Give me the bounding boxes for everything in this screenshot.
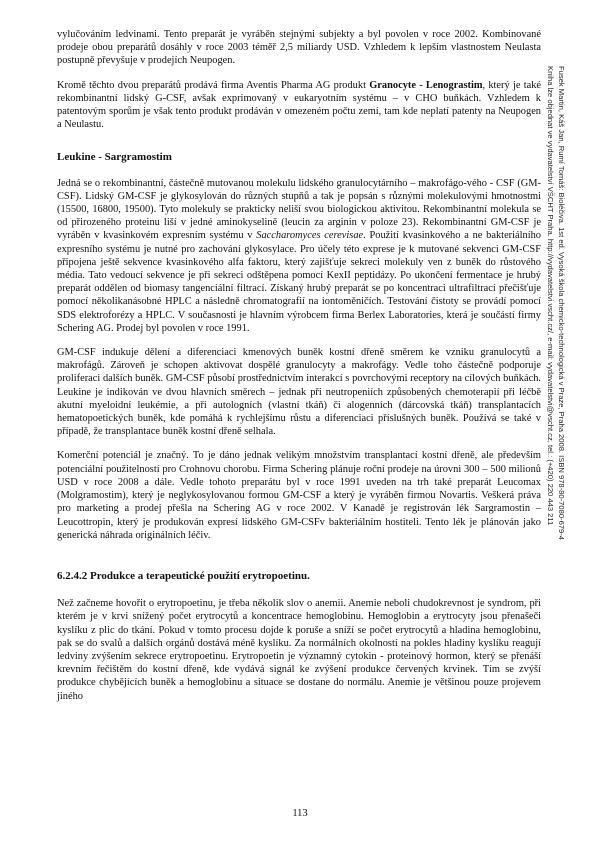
leukine-paragraph-3-text: Komerční potenciál je značný. To je dáno jednak velikým množstvím transplantací kostní dřeně, ale především potenciální použitelností pro Crohnovu chorobu. Firma Schering plánuje roční prodeje na úrovni 300 – 500 milionů USD v roce 2008 a dále. Vedle tohoto preparátu byl v roce 1991 uveden na trh také preparát Leucomax (Molgramostim), který je neglykosylovanou formou GM-CSF a který je vyráběn firmou Novartis. Veškerá práva pro marketing a prodej přešla na Schering AG v roce 2002. V Kanadě je registrován lék Sargramostin – Leucottropin, který je produkován expresí lidského GM-CSFv bakteriálním hostiteli. Tento lék je plánován jako generická náhrada originálních léčiv. (57, 450, 541, 541)
leukine-paragraph-1 (57, 177, 541, 335)
side-citation-note (545, 66, 566, 666)
page-number: 113 (292, 808, 308, 819)
yeast-species-name: Saccharomyces cerevisae (256, 230, 364, 242)
intro-paragraph-1 (57, 28, 541, 68)
main-text-column (57, 28, 541, 714)
intro-paragraph-2 (57, 79, 541, 132)
leukine-paragraph-3 (57, 449, 541, 541)
leukine-paragraph-2 (57, 346, 541, 438)
intro-paragraph-1-text: vylučováním ledvinami. Tento preparát je vyráběn stejnými subjekty a byl povolen v roce 2002. Kombinované prodeje obou preparátů dosáhly v roce 2003 téměř 2,5 miliardy USD. Vzhledem k lepším vlastnostem Neulasta postupně převyšuje v prodejích Neupogen. (57, 29, 541, 67)
leukine-paragraph-1-end: . Použití kvasinkového a ne bakteriálního expresního systému je nutné pro zachování glykosylace. Pro účely této exprese je k mutované sekvenci GM-CSF připojena ještě sekvence kvasinkového alfa faktoru, který zajišťuje sekreci molekuly ven z buněk do růstového média. Tato vedoucí sekvence je při sekreci odštěpena pomocí KexII peptidázy. Po ukončení fermentace je hrubý preparát oddělen od biomasy tangenciální filtrací. Získaný hrubý preparát se po koncentraci ultrafiltrací přečišťuje pomocí několikanásobné HPLC a následně chromatografií na iontoměničích. Testování čistoty se provádí pomocí SDS elektroforézy a HPLC. V současnosti je hlavním výrobcem firma Berlex Laboratories, která je součástí firmy Schering AG. Prodej byl povolen v roce 1991. (57, 230, 541, 334)
intro-paragraph-2-start: Kromě těchto dvou preparátů prodává firma Aventis Pharma AG produkt (57, 79, 370, 91)
leukine-paragraph-1-start: Jedná se o rekombinantní, částečně mutovanou molekulu lidského granulocytárního – makrofágo-vého - CSF (GM-CSF). Lidský GM-CSF je glykosylován do různých stupňů a tak je popsán s různými molekulovými hmotnostmi (15500, 16800, 19500). Tyto molekuly se prakticky neliší svou biologickou aktivitou. Rekombinantní molekula se od přirozeného proteinu liší v jedné aminokyselině (leucin za arginin v poloze 23). Rekombinantní GM-CSF je vyráběn v kvasinkovém expresním systému v (57, 177, 541, 242)
granocyte-product-name: Granocyte - Lenograstim (369, 79, 483, 91)
side-citation-line-2: Kniha lze objednat ve vydavatelství VŠCHT Praha. http://vydavatelstvi.vscht.cz/, e-mail: vydavatelstvi@vscht.cz, tel.: (+420) 220 443 211 (546, 66, 556, 526)
side-citation-line-1: Fusek Martin, Káš Jan, Rumí Tomáš: Bioléčiva. 1st ed. Vysoká škola chemicko-technologická v Praze, Praha 2008. ISBN 978-80-7080-679-4 (557, 66, 566, 540)
erythropoietin-paragraph-1 (57, 597, 541, 703)
erythropoietin-paragraph-1-text: Než začneme hovořit o erytropoetinu, je třeba několik slov o anemii. Anemie neboli chudokrevnost je syndrom, při kterém je v krvi snížený počet erytrocytů a koncentrace hemoglobinu. Hemoglobin a erytrocyty jsou přenašeči kyslíku z plic do tkání. Pokud v tomto procesu dojde k poruše a sníží se počet erytrocytů a hladina hemoglobinu, pak se do svalů a dalších orgánů dostává méně kyslíku. Za normálních okolností na pokles hladiny kyslíku reagují ledviny zvýšením sekrece erytropoetinu. Erytropoetin je významný cytokin - proteinový hormon, který se přenáší krevním řečištěm do kostní dřeně, kde vydává signál ke zvýšení produkce červených krvinek. Tím se zvýší produkce chybějících buněk a hemoglobinu a situace se dostane do normálu. Anemie je většinou pouze projevem jiného (57, 598, 541, 702)
intro-paragraph-2-end: , který je také rekombinantní lidský G-CSF, avšak exprimovaný v eukaryotním systému – v CHO buňkách. Vzhledem k patentovým sporům je však tento produkt prodáván v omezeném počtu zemí, tam kde neplatí patenty na Neupogen a Neulastu. (57, 79, 542, 131)
leukine-paragraph-2-text: GM-CSF indukuje dělení a diferenciaci kmenových buněk kostní dřeně směrem ke vzniku granulocytů a makrofágů. Zároveň je schopen aktivovat dospělé granulocyty a makrofágy. Vedle toho částečně podporuje proliferaci dalších buněk. GM-CSF působí prostřednictvím interakcí s povrchovými receptory na cílových buňkách. Leukine je indikován ve dvou hlavních směrech – jednak při neutropeniích způsobených chemoterapií při léčbě akutní myeloidní leukémie, a při autologních (vlastní tkáň) či alogenních (dárcovská tkáň) transplantacích hematopoetických buněk, kde pomáhá k rychlejšímu růstu a diferenciaci příslušných buněk. Používá se také v případě, že transplantace buněk kostní dřeně selhala. (57, 347, 541, 438)
section-6-2-4-2-heading: 6.2.4.2 Produkce a terapeutické použití erytropoetinu. (57, 569, 310, 582)
leukine-heading: Leukine - Sargramostim (57, 151, 172, 164)
